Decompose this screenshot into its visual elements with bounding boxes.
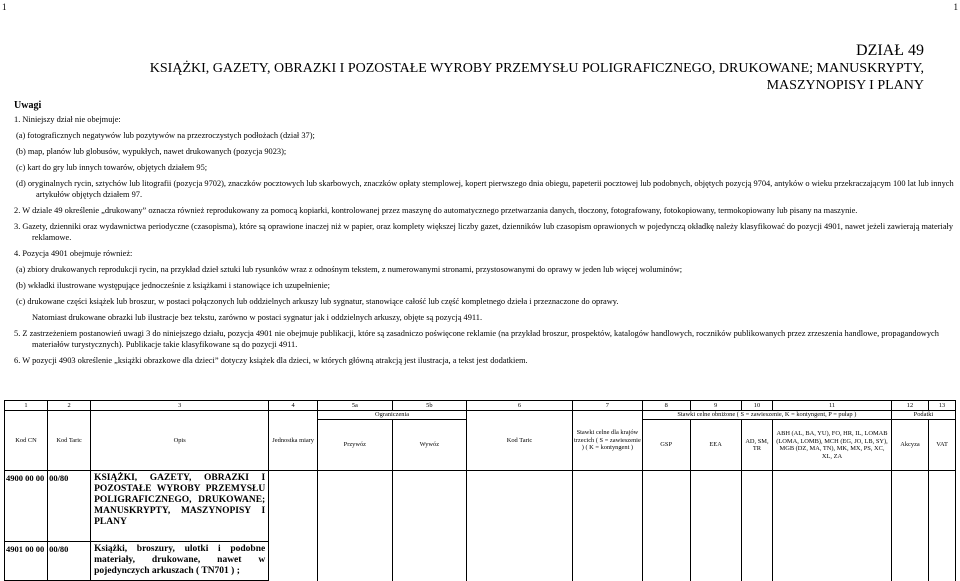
col-number: 9 bbox=[690, 401, 741, 411]
table-row bbox=[5, 542, 956, 581]
page-number-right: 1 bbox=[953, 2, 958, 12]
note-4-item-a: (a) zbiory drukowanych reprodukcji rycin, na przykład dzieł sztuki lub rysunków wraz z odnośnym tekstem, z numerowanymi stronami, przystosowanymi do oprawy w jeden lub więcej woluminów; bbox=[16, 265, 683, 274]
col-number: 2 bbox=[48, 401, 91, 411]
row-taric-code: 00/80 bbox=[48, 542, 91, 581]
note-5: 5. Z zastrzeżeniem postanowień uwagi 3 do niniejszego działu, pozycja 4901 nie obejmuje publikacji, które są zasadniczo poświęcone reklamie (na przykład broszur, prospektów, katalogów handlowych, roczników publikowanych przez zrzeszenia handlowe, propagandowych materiałów turystycznych). Publikacje takie klasyfikowane są do pozycji 4911. bbox=[14, 329, 939, 349]
notes-title: Uwagi bbox=[14, 100, 42, 111]
note-2: 2. W dziale 49 określenie „drukowany” oznacza również reprodukowany za pomocą kopiarki, kontrolowanej przez maszynę do automatycznego przetwarzania danych, tłoczony, fotografowany, fotokopiowany, termokopiowany lub pisany na maszynie. bbox=[14, 206, 858, 215]
col-number: 8 bbox=[642, 401, 690, 411]
chapter-heading bbox=[0, 42, 924, 94]
note-4-item-c: (c) drukowane części książek lub broszur, w postaci połączonych lub oddzielnych arkuszy lub sygnatur, stanowiące całość lub część kompletnego dzieła i przeznaczone do oprawy. bbox=[16, 297, 619, 306]
header-eea: EEA bbox=[690, 420, 741, 471]
note-3: 3. Gazety, dzienniki oraz wydawnictwa periodyczne (czasopisma), które są oprawione inaczej niż w papier, oraz komplety większej liczby gazet, dzienników lub czasopism oprawionych w pojedynczą okładkę należy klasyfikować do pozycji 4901, nawet jeżeli zawierają materiały reklamowe. bbox=[14, 222, 954, 242]
col-number: 13 bbox=[929, 401, 956, 411]
note-4-intro: 4. Pozycja 4901 obejmuje również: bbox=[14, 249, 133, 258]
col-number: 12 bbox=[891, 401, 928, 411]
header-kod-cn: Kod CN bbox=[5, 411, 48, 471]
page-number-left: 1 bbox=[2, 2, 7, 12]
note-1-item-a: (a) fotograficznych negatywów lub pozytywów na przezroczystych podłożach (dział 37); bbox=[16, 131, 315, 140]
header-ograniczenia: Ograniczenia bbox=[318, 411, 467, 420]
note-4-item-b: (b) wkładki ilustrowane występujące jednocześnie z książkami i stanowiące ich uzupełnienie; bbox=[16, 281, 330, 290]
header-kod-taric: Kod Taric bbox=[48, 411, 91, 471]
col-number: 5a bbox=[318, 401, 392, 411]
col-number: 3 bbox=[91, 401, 269, 411]
col-number: 1 bbox=[5, 401, 48, 411]
col-number: 11 bbox=[773, 401, 892, 411]
note-4-tail: Natomiast drukowane obrazki lub ilustracje bez tekstu, zarówno w postaci sygnatur jak i oddzielnych arkuszy, objęte są pozycją 4911. bbox=[32, 313, 483, 322]
header-stawki-obnizone: Stawki celne obniżone ( S = zawieszenie, K = kontyngent, P = pułap ) bbox=[642, 411, 891, 420]
header-abh: ABH (AL, BA, YU), FO, HR, IL, LOMAB (LOMA, LOMB), MCH (EG, JO, LB, SY), MGB (DZ, MA, TN), MK, MX, PS, XC, XL, ZA bbox=[773, 420, 892, 471]
col-number: 4 bbox=[269, 401, 318, 411]
header-opis: Opis bbox=[91, 411, 269, 471]
row-description: KSIĄŻKI, GAZETY, OBRAZKI I POZOSTAŁE WYROBY PRZEMYSŁU POLIGRAFICZNEGO, DRUKOWANE; MANUSKRYPTY, MASZYNOPISY I PLANY bbox=[91, 471, 269, 542]
col-number: 6 bbox=[467, 401, 573, 411]
row-description: Książki, broszury, ulotki i podobne materiały, drukowane, nawet w pojedynczych arkuszach ( TN701 ) ; bbox=[91, 542, 269, 581]
header-wywoz: Wywóz bbox=[392, 420, 466, 471]
header-gsp: GSP bbox=[642, 420, 690, 471]
notes-section bbox=[14, 114, 954, 371]
note-6: 6. W pozycji 4903 określenie „książki obrazkowe dla dzieci” dotyczy książek dla dzieci, w których główną atrakcją jest ilustracja, a tekst jest dodatkiem. bbox=[14, 356, 528, 365]
header-jednostka: Jednostka miary bbox=[269, 411, 318, 471]
row-cn-code: 4900 00 00 bbox=[5, 471, 48, 542]
header-akcyza: Akcyza bbox=[891, 420, 928, 471]
header-vat: VAT bbox=[929, 420, 956, 471]
group-header-row bbox=[5, 411, 956, 420]
chapter-title-line-2: MASZYNOPISY I PLANY bbox=[766, 78, 924, 93]
header-kod-taric-2: Kod Taric bbox=[467, 411, 573, 471]
col-number: 10 bbox=[741, 401, 772, 411]
table-row bbox=[5, 471, 956, 542]
note-1-item-d: (d) oryginalnych rycin, sztychów lub litografii (pozycja 9702), znaczków pocztowych lub skarbowych, znaczków opłaty stemplowej, kopert pierwszego dnia obiegu, papeterii pocztowej lub podobnych, objętych pozycją 9704, antyków o wieku przekraczającym 100 lat lub innych artykułów objętych działem 97. bbox=[16, 179, 954, 199]
tariff-table bbox=[4, 400, 956, 581]
col-number: 7 bbox=[572, 401, 642, 411]
chapter-title-line-1: KSIĄŻKI, GAZETY, OBRAZKI I POZOSTAŁE WYROBY PRZEMYSŁU POLIGRAFICZNEGO, DRUKOWANE; MANUSKRYPTY, bbox=[149, 61, 924, 76]
note-1-intro: 1. Niniejszy dział nie obejmuje: bbox=[14, 115, 121, 124]
row-cn-code: 4901 00 00 bbox=[5, 542, 48, 581]
header-ad: AD, SM, TR bbox=[741, 420, 772, 471]
header-stawki-celne: Stawki celne dla krajów trzecich ( S = zawieszenie ) ( K = kontyngent ) bbox=[572, 411, 642, 471]
header-przywoz: Przywóz bbox=[318, 420, 392, 471]
col-number: 5b bbox=[392, 401, 466, 411]
note-1-item-b: (b) map, planów lub globusów, wypukłych, nawet drukowanych (pozycja 9023); bbox=[16, 147, 287, 156]
header-podatki: Podatki bbox=[891, 411, 955, 420]
note-1-item-c: (c) kart do gry lub innych towarów, objętych działem 95; bbox=[16, 163, 208, 172]
chapter-number: DZIAŁ 49 bbox=[856, 42, 924, 59]
chapter-title bbox=[0, 60, 924, 94]
column-numbers-row bbox=[5, 401, 956, 411]
row-taric-code: 00/80 bbox=[48, 471, 91, 542]
